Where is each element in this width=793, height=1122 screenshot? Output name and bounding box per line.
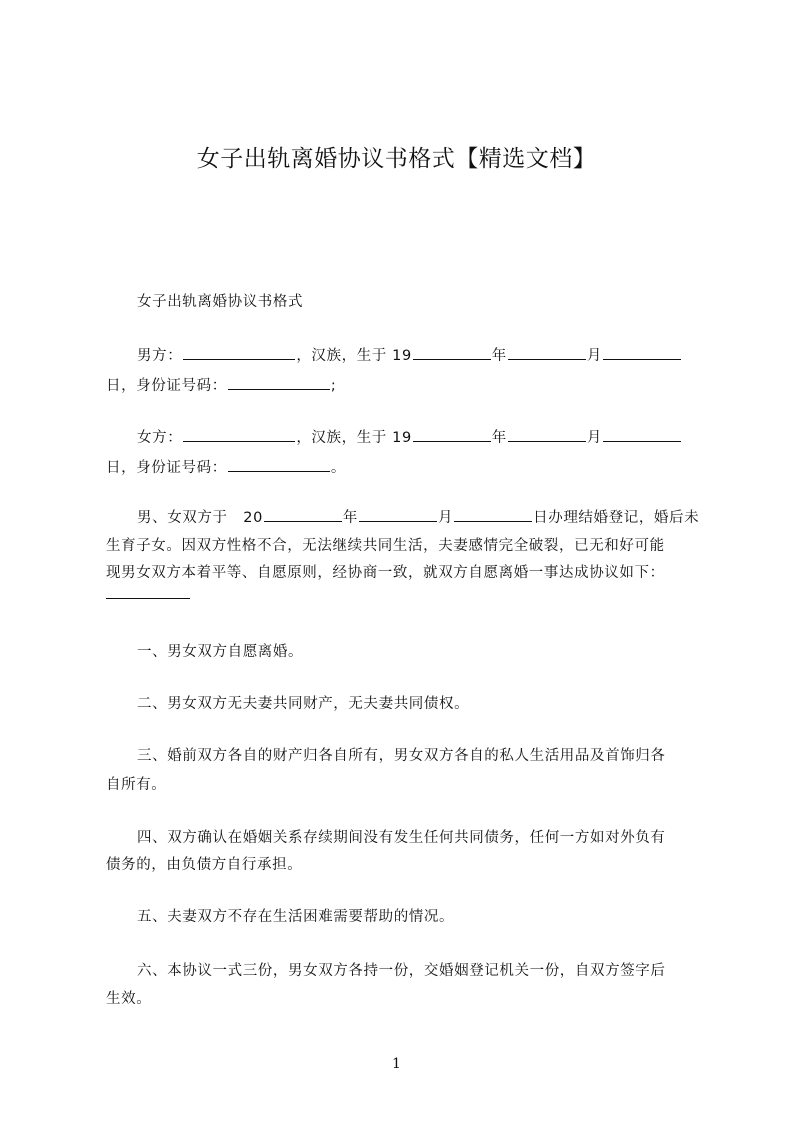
intro-line-4 xyxy=(106,586,190,603)
husband-year-blank[interactable] xyxy=(413,347,491,360)
husband-month-label: 月 xyxy=(586,348,602,364)
wife-month-blank[interactable] xyxy=(508,429,586,442)
clause-1: 一、男女双方自愿离婚。 xyxy=(137,644,304,660)
husband-year-label: 年 xyxy=(491,348,507,364)
wife-id-label: 日，身份证号码： xyxy=(106,460,227,476)
wife-id-blank[interactable] xyxy=(228,459,330,472)
intro-year-label: 年 xyxy=(342,510,359,526)
clause-6-line-2: 生效。 xyxy=(106,991,152,1007)
wife-ethnicity-birth: ，汉族，生于 19 xyxy=(296,430,412,446)
intro-lead: 男、女双方于 xyxy=(137,510,228,526)
page-number: 1 xyxy=(392,1056,401,1072)
intro-rest-line1: 日办理结婚登记，婚后未 xyxy=(533,510,700,526)
intro-line-1 xyxy=(137,506,699,527)
wife-year-blank[interactable] xyxy=(413,429,491,442)
husband-end: ; xyxy=(330,378,337,394)
intro-line-2: 生育子女。因双方性格不合，无法继续共同生活，夫妻感情完全破裂，已无和好可能 xyxy=(106,538,665,554)
clause-2: 二、男女双方无夫妻共同财产，无夫妻共同债权。 xyxy=(137,696,470,712)
wife-label: 女方： xyxy=(137,430,183,446)
subtitle: 女子出轨离婚协议书格式 xyxy=(137,294,304,310)
wife-line-1 xyxy=(137,426,682,447)
husband-line-1 xyxy=(137,344,682,365)
clause-4-line-2: 债务的，由负债方自行承担。 xyxy=(106,857,303,873)
document-title: 女子出轨离婚协议书格式【精选文档】 xyxy=(196,146,597,172)
wife-month-label: 月 xyxy=(586,430,602,446)
clause-3-line-2: 自所有。 xyxy=(106,777,167,793)
husband-label: 男方： xyxy=(137,348,183,364)
wife-day-blank[interactable] xyxy=(603,429,681,442)
intro-line-3: 现男女双方本着平等、自愿原则，经协商一致，就双方自愿离婚一事达成协议如下： xyxy=(106,565,665,581)
marriage-year-blank[interactable] xyxy=(264,509,342,522)
clause-3-line-1: 三、婚前双方各自的财产归各自所有，男女双方各自的私人生活用品及首饰归各 xyxy=(137,748,666,764)
husband-ethnicity-birth: ，汉族，生于 19 xyxy=(296,348,412,364)
husband-line-2 xyxy=(106,374,336,395)
intro-year-prefix: 20 xyxy=(243,510,263,526)
marriage-month-blank[interactable] xyxy=(359,509,437,522)
wife-line-2 xyxy=(106,456,346,477)
clause-6-line-1: 六、本协议一式三份，男女双方各持一份，交婚姻登记机关一份，自双方签字后 xyxy=(137,963,666,979)
husband-day-blank[interactable] xyxy=(603,347,681,360)
husband-id-blank[interactable] xyxy=(228,377,330,390)
wife-year-label: 年 xyxy=(491,430,507,446)
clause-5: 五、夫妻双方不存在生活困难需要帮助的情况。 xyxy=(137,909,455,925)
husband-id-label: 日，身份证号码： xyxy=(106,378,227,394)
intro-month-label: 月 xyxy=(438,510,454,526)
husband-name-blank[interactable] xyxy=(183,347,295,360)
wife-end: 。 xyxy=(330,460,346,476)
intro-trailing-blank[interactable] xyxy=(106,586,190,599)
wife-name-blank[interactable] xyxy=(183,429,295,442)
marriage-day-blank[interactable] xyxy=(454,509,532,522)
clause-4-line-1: 四、双方确认在婚姻关系存续期间没有发生任何共同债务，任何一方如对外负有 xyxy=(137,830,666,846)
husband-month-blank[interactable] xyxy=(508,347,586,360)
